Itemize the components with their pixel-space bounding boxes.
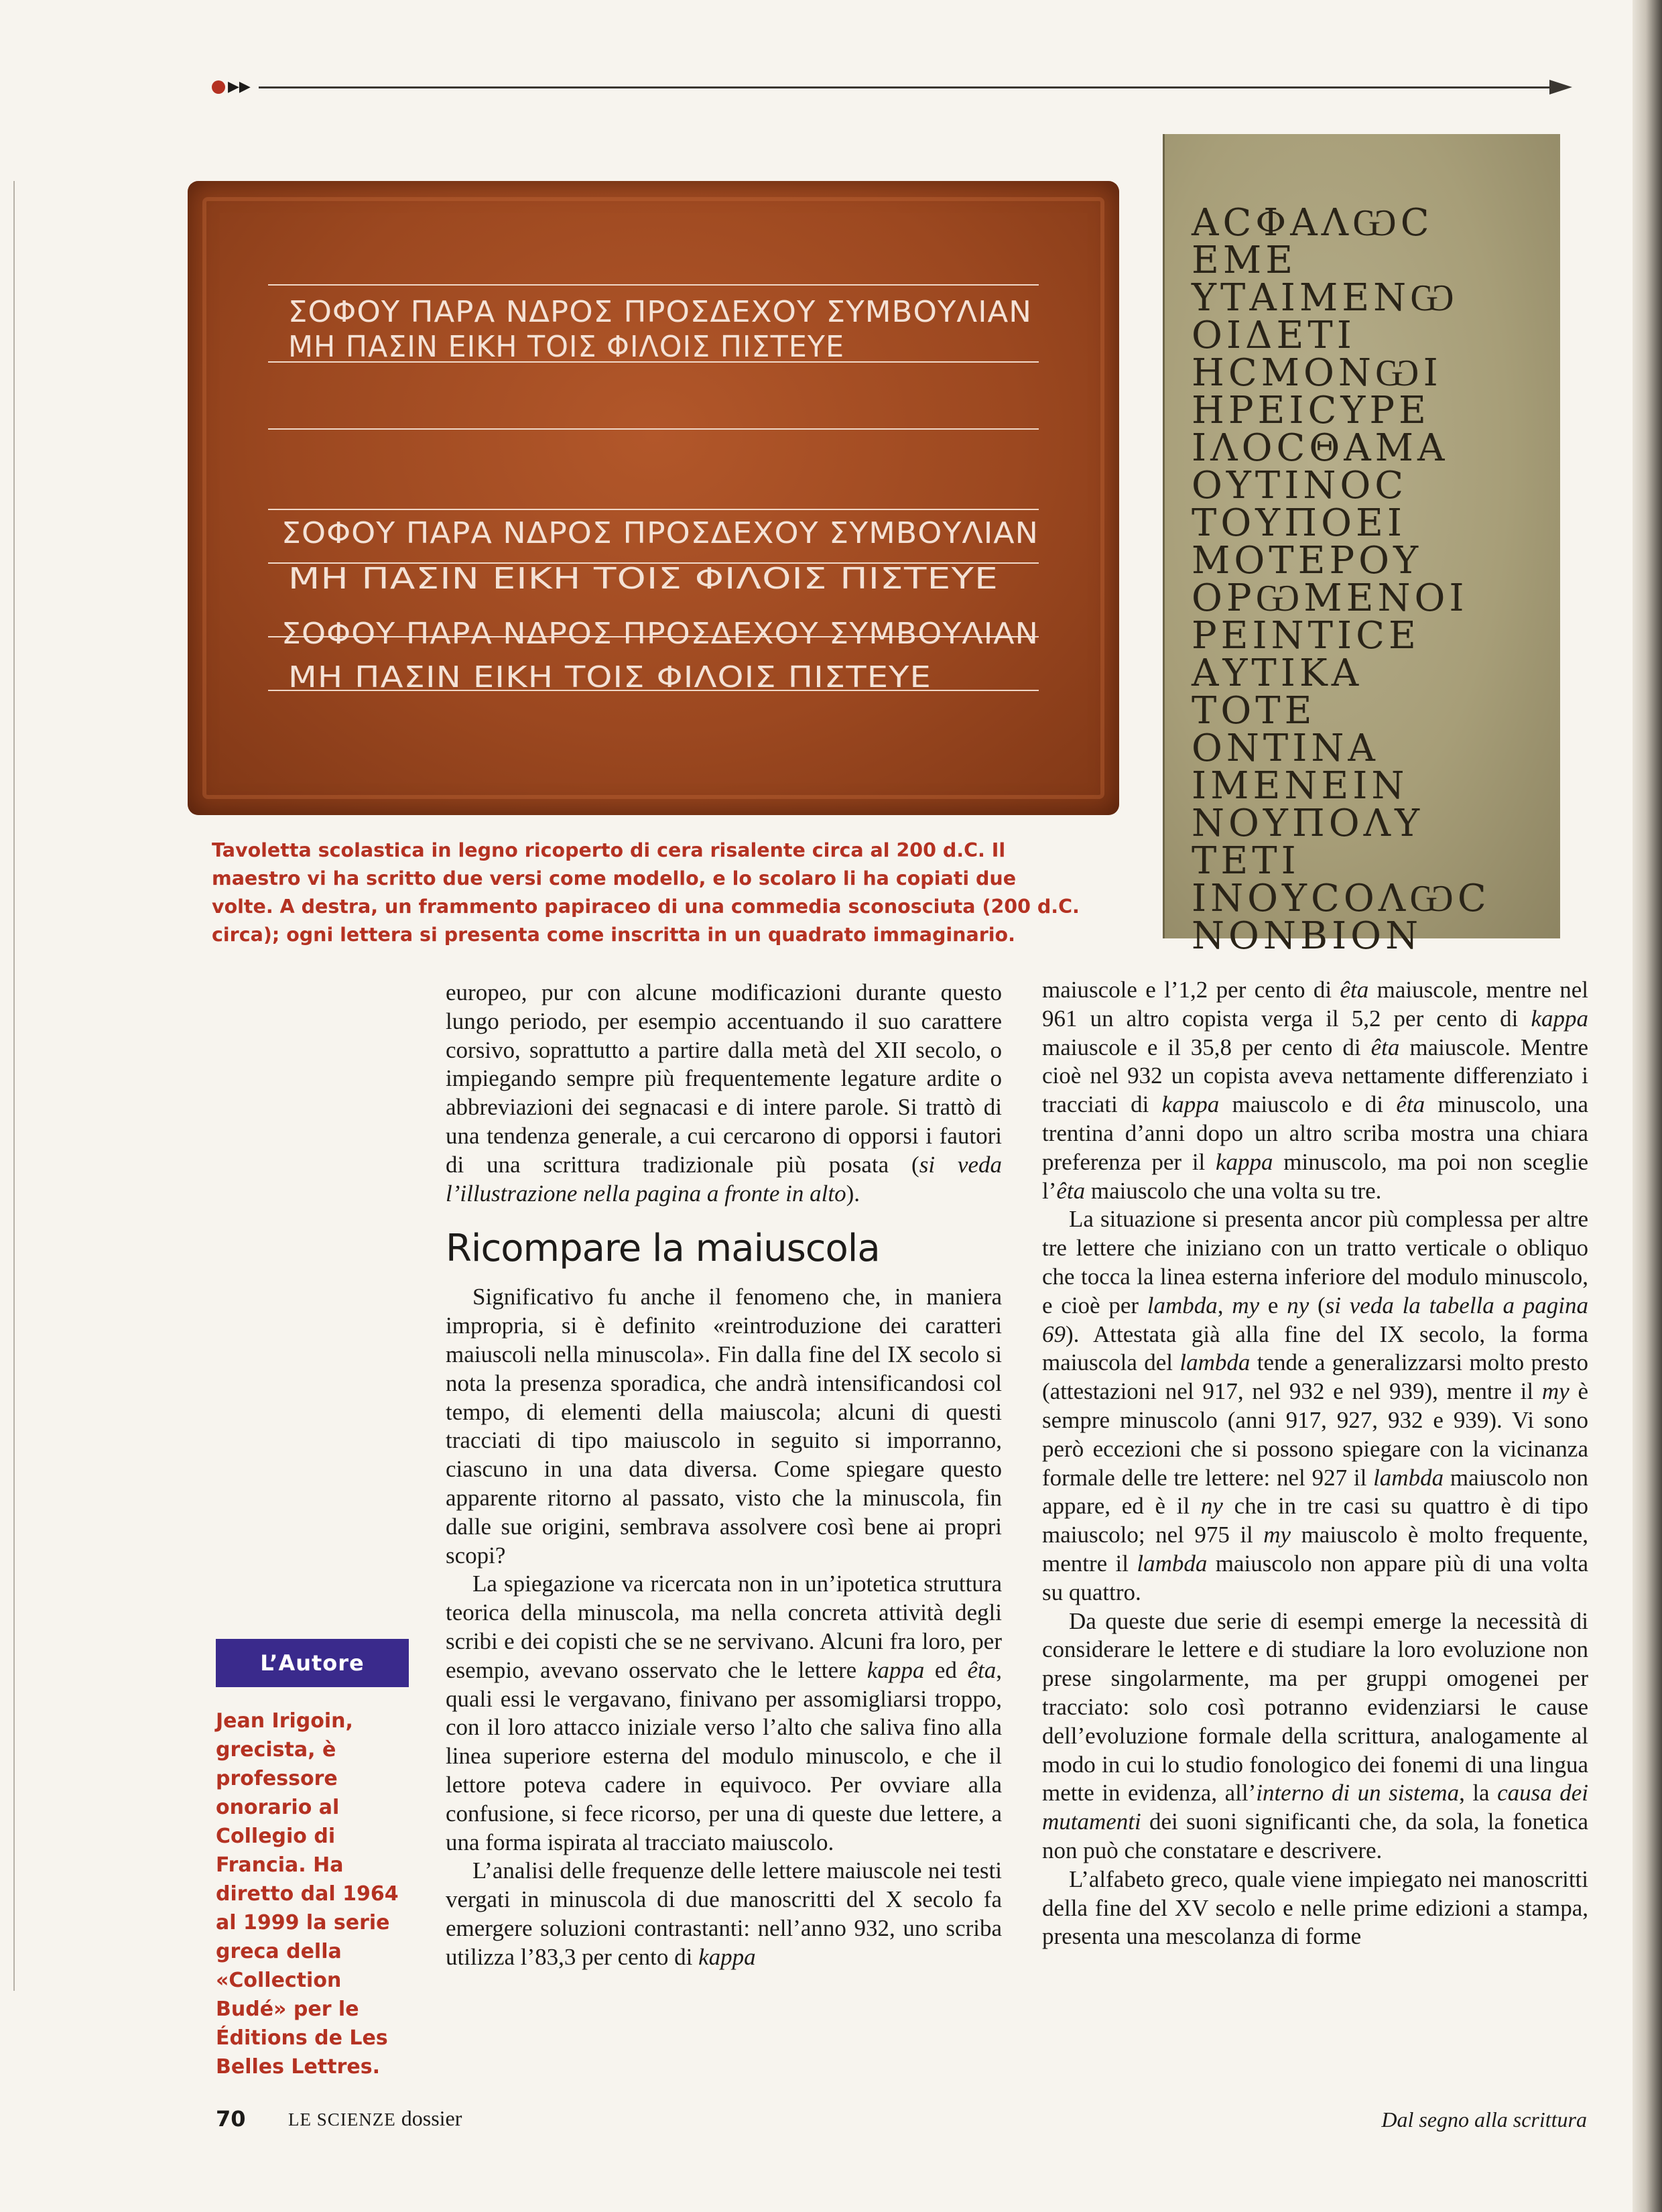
tablet-line-5: ΣΟΦΟΥ ΠΑΡΑ ΝΔΡΟΣ ΠΡΟΣΔΕΧΟΥ ΣΥΜΒΟΥΛΙΑΝ	[281, 617, 1039, 651]
tablet-inscription	[188, 181, 1119, 815]
author-bio: Jean Irigoin, grecista, è professore onorario al Collegio di Francia. Ha diretto dal 1964 al 1999 la serie greca della «Collection Budé» per le Éditions de Les Belles Lettres.	[216, 1709, 399, 2079]
paragraph: maiuscole e l’1,2 per cento di êta maiuscole, mentre nel 961 un altro copista verga il 5,2 per cento di kappa maiuscole e il 35,8 per cento di êta maiuscole. Mentre cioè nel 932 un copista aveva nettamente differenziato i tracciati di kappa maiuscolo e di êta minuscolo, una trentina d’anni dopo un altro scriba mostra una chiara preferenza per il kappa minuscolo, ma poi non sceglie l’êta maiuscolo che una volta su tre.	[1042, 977, 1589, 1204]
section-heading: Ricompare la maiuscola	[446, 1227, 880, 1271]
tablet-line-6: ΜΗ ΠΑΣΙΝ ΕΙΚΗ ΤΟΙΣ ΦΙΛΟΙΣ ΠΙΣΤΕΥΕ	[288, 660, 932, 694]
papyrus-line: ΙΜΕΝΕΙΝ	[1192, 764, 1409, 808]
papyrus-line: ΤΟΤΕ	[1192, 689, 1316, 733]
paragraph: europeo, pur con alcune modificazioni durante questo lungo periodo, per esempio accentuando il suo carattere corsivo, soprattutto a partire dalla metà del XII secolo, o impiegando sempre più frequentemente legature ardite o abbreviazioni dei segnacasi e di intere parole. Si trattò di una tendenza generale, a cui cercarono di opporsi i fautori di una scrittura tradizionale più posata (si veda l’illustrazione nella pagina a fronte in alto).	[446, 979, 1002, 1207]
publication-name: LE SCIENZE dossier	[288, 2106, 462, 2130]
tablet-line-4: ΜΗ ΠΑΣΙΝ ΕΙΚΗ ΤΟΙΣ ΦΙΛΟΙΣ ΠΙΣΤΕΥΕ	[288, 562, 999, 596]
double-arrow-icon: ▶▶	[228, 78, 251, 95]
paragraph: La situazione si presenta ancor più complessa per altre tre lettere che iniziano con un tratto verticale o obliquo che tocca la linea esterna inferiore del modulo minuscolo, e cioè per lambda, my e ny (si veda la tabella a pagina 69). Attestata già alla fine del IX secolo, la forma maiuscola del lambda tende a generalizzarsi molto presto (attestazioni nel 917, nel 932 e nel 939), mentre il my è sempre minuscolo (anni 917, 927, 932 e 939). Vi sono però eccezioni che si possono spiegare con la vicinanza formale delle tre lettere: nel 927 il lambda maiuscolo non appare, ed è il ny che in tre casi su quattro è di tipo maiuscolo; nel 975 il my maiuscolo è molto frequente, mentre il lambda maiuscolo non appare più di una volta su quattro.	[1042, 1206, 1589, 1605]
papyrus-line: ΗΡΕΙCΥΡΕ	[1192, 389, 1430, 432]
figure-caption: Tavoletta scolastica in legno ricoperto di cera risalente circa al 200 d.C. Il maestro vi ha scritto due versi come modello, e lo scolaro li ha copiati due volte. A destra, un frammento papiraceo di una commedia sconosciuta (200 d.C. circa); ogni lettera si presenta come inscritta in un quadrato immaginario.	[212, 839, 1080, 946]
page-number: 70	[216, 2106, 246, 2132]
papyrus-line: ΗCΜΟΝѠΙ	[1192, 351, 1442, 395]
arrow-head-icon	[1549, 80, 1572, 95]
papyrus-line: ΥΤΑΙΜΕΝѠ	[1192, 276, 1458, 320]
papyrus-line: ΑCΦΑΛѠC	[1192, 201, 1433, 245]
papyrus-line: ΟΙΔΕΤΙ	[1192, 314, 1356, 357]
header-rule	[212, 80, 1572, 94]
horizontal-rule	[259, 86, 1559, 88]
papyrus-line: ΙΛΟCΘΑΜΑ	[1192, 426, 1449, 470]
papyrus-line: ΝΟΝΒΙΟΝ	[1192, 914, 1423, 958]
section-title: Dal segno alla scrittura	[1381, 2107, 1587, 2132]
text-column-2	[1042, 976, 1588, 1951]
tablet-line-3: ΣΟΦΟΥ ΠΑΡΑ ΝΔΡΟΣ ΠΡΟΣΔΕΧΟΥ ΣΥΜΒΟΥΛΙΑΝ	[281, 516, 1039, 550]
papyrus-line: ΟΝΤΙΝΑ	[1192, 727, 1379, 770]
book-spine-shadow	[1633, 0, 1662, 2212]
papyrus-line: ΟΥΤΙΝΟC	[1192, 464, 1408, 507]
papyrus-fragment-photo	[1163, 134, 1560, 958]
text-column-1	[446, 979, 1002, 1972]
papyrus-line: ΟΡѠΜΕΝΟΙ	[1192, 576, 1468, 620]
papyrus-line: ΤΕΤΙ	[1192, 839, 1300, 883]
page-edge-line	[13, 181, 15, 1991]
papyrus-line: ΕΜΕ	[1192, 239, 1297, 282]
author-box-title: L’Autore	[216, 1639, 409, 1687]
paragraph: La spiegazione va ricercata non in un’ipotetica struttura teorica della minuscola, ma nella concreta attività degli scribi e dei copisti che se ne servivano. Alcuni fra loro, per esempio, avevano osservato che le lettere kappa ed êta, quali essi le vergavano, finivano per assomigliarsi troppo, con il loro attacco iniziale verso l’alto che saliva fino alla linea superiore esterna del modulo minuscolo, e che il lettore poteva cadere in equivoco. Per ovviare alla confusione, si fece ricorso, per una di queste due lettere, a una forma ispirata al tracciato maiuscolo.	[446, 1571, 1002, 1855]
red-dot-icon	[212, 80, 225, 94]
papyrus-line: ΑΥΤΙΚΑ	[1192, 652, 1363, 695]
paragraph: Da queste due serie di esempi emerge la necessità di considerare le lettere e di studiare la loro evoluzione non prese singolarmente, ma per gruppi omogenei per tracciato: solo così potranno evidenziarsi le cause dell’evoluzione formale della scrittura, analogamente al modo in cui lo studio fonologico dei fonemi di una lingua mette in evidenza, all’interno di un sistema, la causa dei mutamenti dei suoni significanti che, da sola, la fonetica non può che constatare e descrivere.	[1042, 1607, 1589, 1863]
papyrus-line: ΙΝΟΥCΟΛѠC	[1192, 877, 1490, 920]
papyrus-line: ΜΟΤΕΡΟΥ	[1192, 539, 1423, 582]
papyrus-line: ΡΕΙΝΤΙCΕ	[1192, 614, 1420, 658]
papyrus-line: ΤΟΥΠΟΕΙ	[1192, 501, 1406, 545]
papyrus-line: ΝΟΥΠΟΛΥ	[1192, 802, 1424, 845]
wax-tablet-photo	[188, 181, 1119, 815]
paragraph: L’analisi delle frequenze delle lettere maiuscole nei testi vergati in minuscola di due manoscritti del X secolo fa emergere soluzioni contrastanti: nell’anno 932, uno scriba utilizza l’83,3 per cento di kappa	[446, 1857, 1002, 1970]
paragraph: L’alfabeto greco, quale viene impiegato nei manoscritti della fine del XV secolo e nelle prime edizioni a stampa, presenta una mescolanza di forme	[1042, 1865, 1588, 1950]
paragraph: Significativo fu anche il fenomeno che, in maniera impropria, si è definito «reintroduzione dei caratteri maiuscoli nella minuscola». Fin dalla fine del IX secolo si nota la presenza sporadica, che andrà intensificandosi col tempo, di elementi della maiuscola; alcuni di questi tracciati di tipo maiuscolo in seguito si imporranno, ciascuno in una data diversa. Come spiegare questo apparente ritorno al passato, visto che la minuscola, fin dalle sue origini, sembrava assolvere così bene ai propri scopi?	[446, 1284, 1002, 1569]
tablet-line-2: ΜΗ ΠΑΣΙΝ ΕΙΚΗ ΤΟΙΣ ΦΙΛΟΙΣ ΠΙΣΤΕΥΕ	[288, 330, 844, 364]
tablet-line-1: ΣΟΦΟΥ ΠΑΡΑ ΝΔΡΟΣ ΠΡΟΣΔΕΧΟΥ ΣΥΜΒΟΥΛΙΑΝ	[288, 295, 1032, 329]
